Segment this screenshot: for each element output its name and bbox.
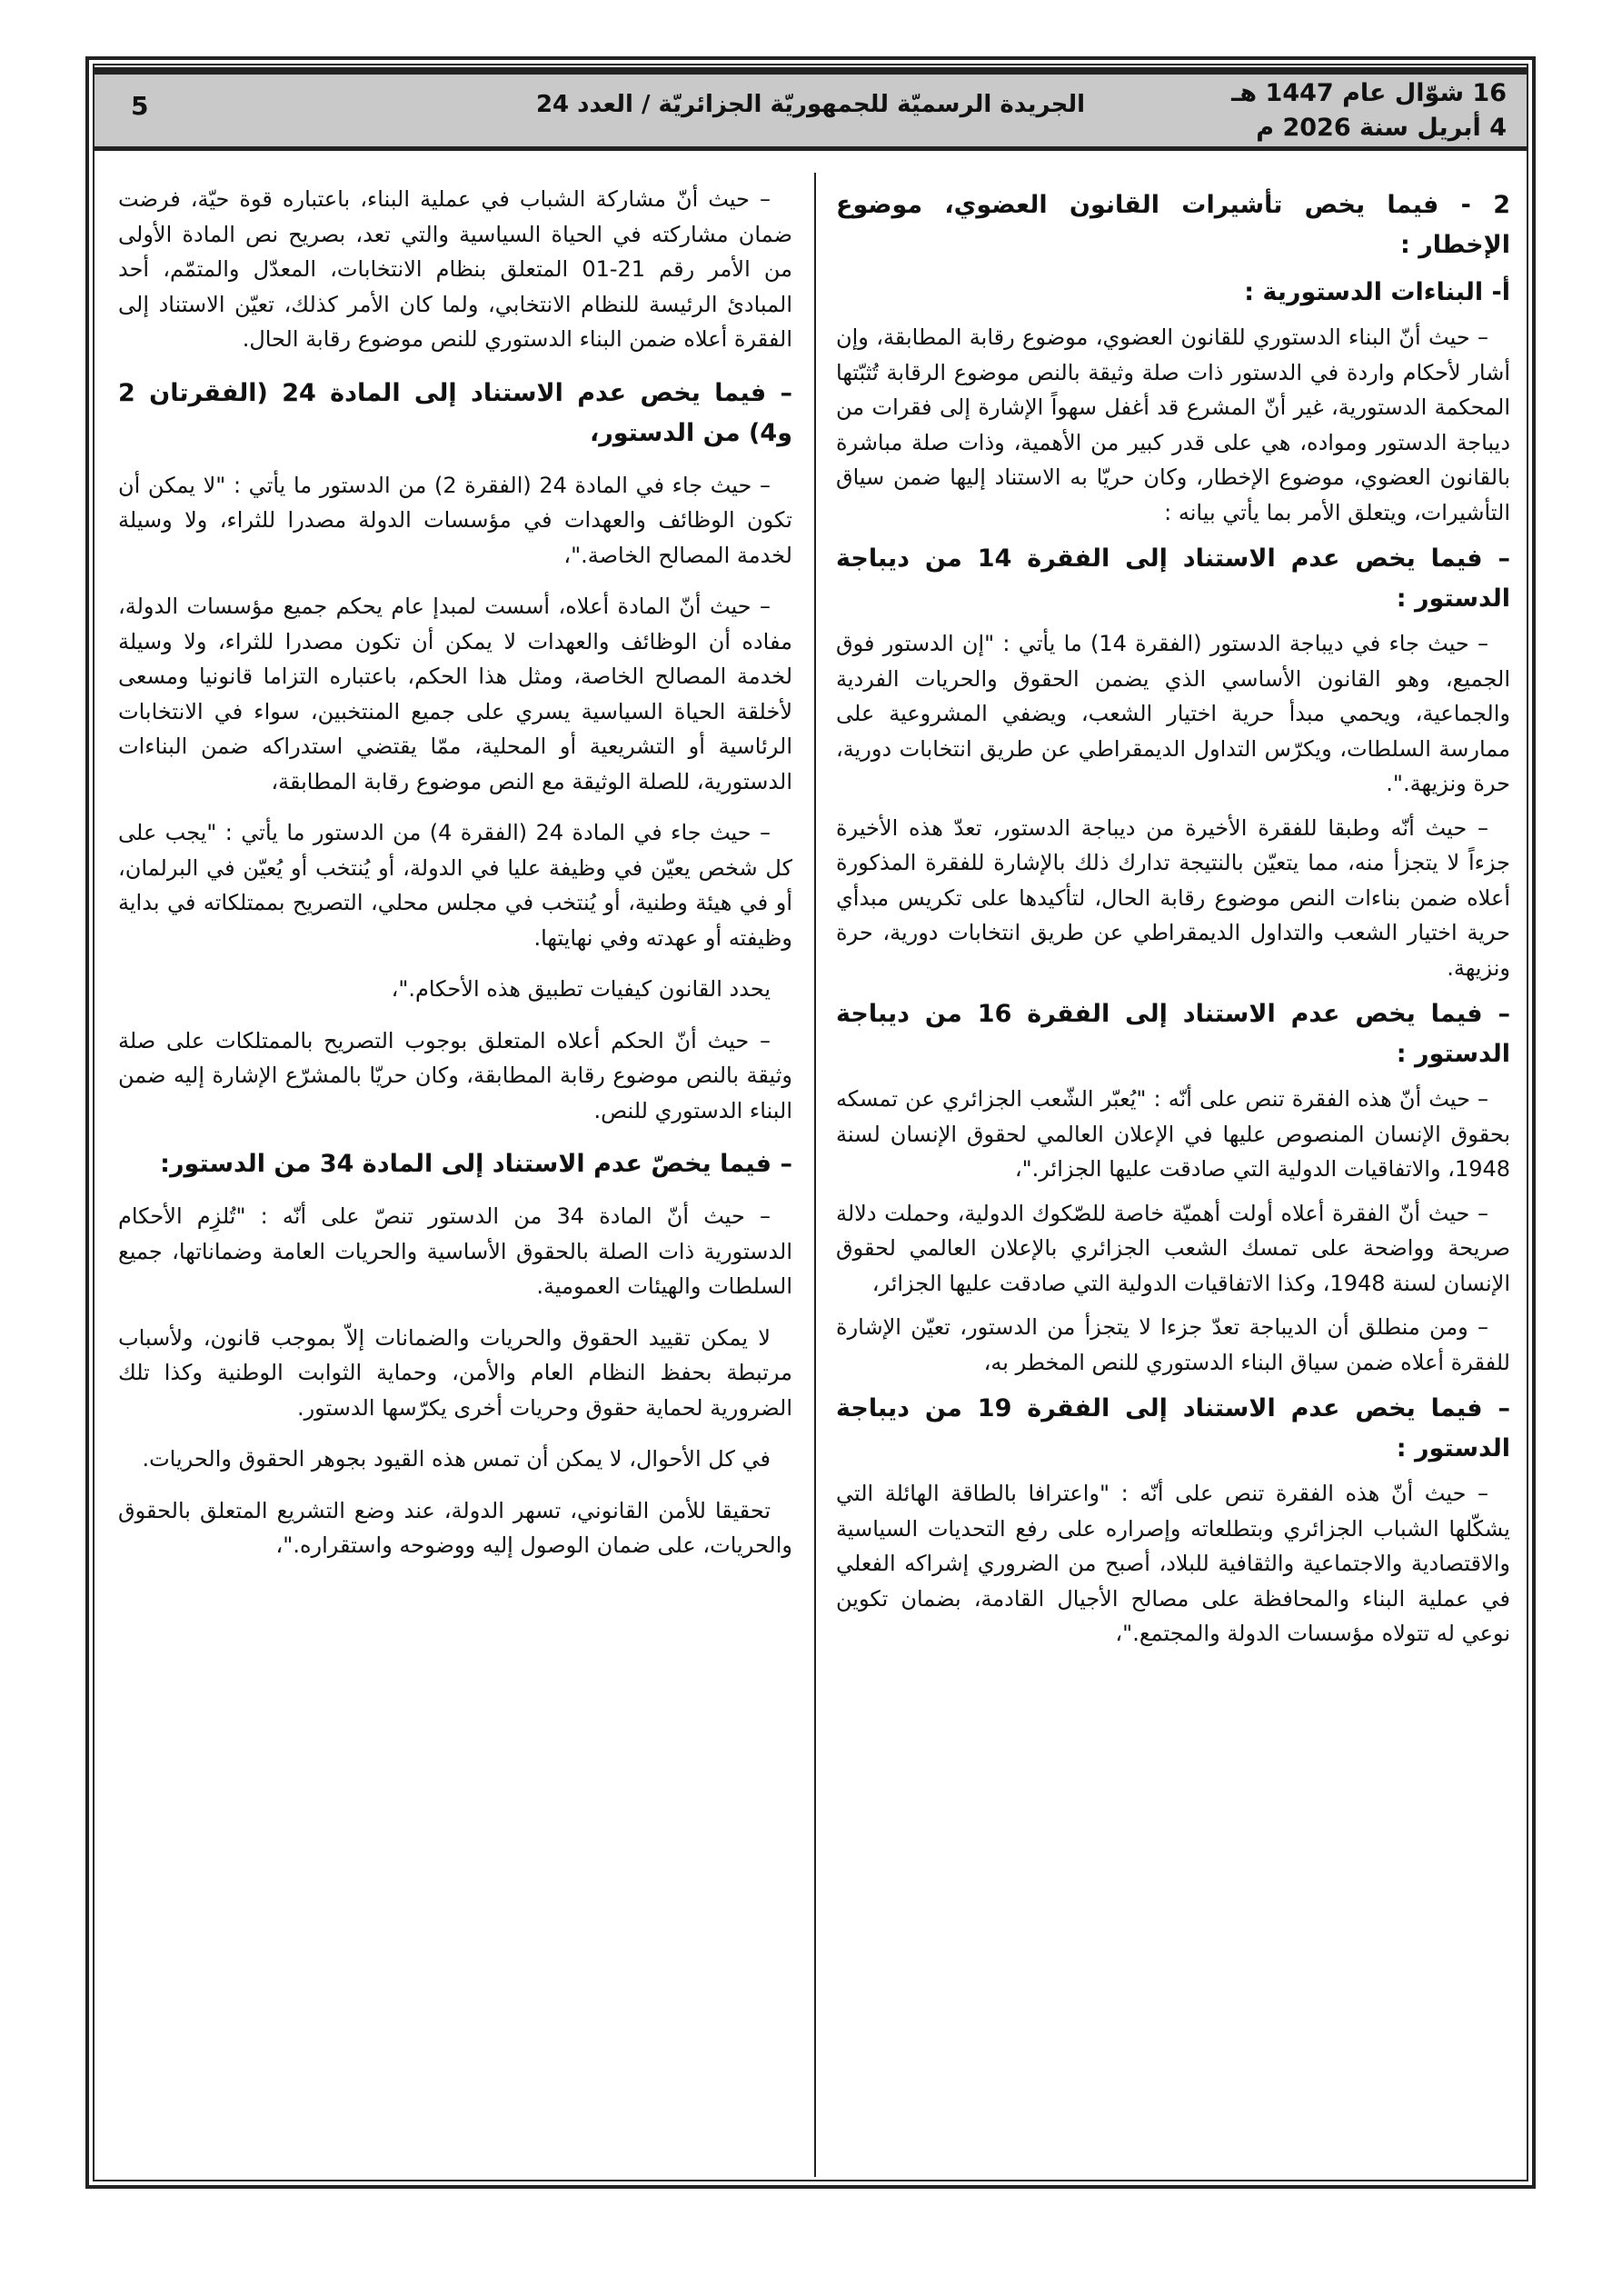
section-heading: أ- البناءات الدستورية : <box>1244 278 1510 306</box>
section-heading: – فيما يخص عدم الاستناد إلى الفقرة 16 من ديباجة الدستور : <box>836 1000 1510 1068</box>
right-column <box>836 182 1510 2172</box>
paragraph: – حيث أنّ هذه الفقرة تنص على أنّه : "واعترافا بالطاقة الهائلة التي يشكّلها الشباب الجزائري وبتطلعاته وإصراره على رفع التحديات السياسية والاقتصادية والاجتماعية والثقافية للبلاد، أصبح من الضروري إشراكه الفعلي في عملية البناء والمحافظة على مصالح الأجيال القادمة، بضمان تكوين نوعي له تتولاه مؤسسات الدولة والمجتمع."، <box>836 1481 1510 1646</box>
gazette-header <box>95 67 1527 151</box>
paragraph: – حيث أنّ الحكم أعلاه المتعلق بوجوب التصريح بالممتلكات على صلة وثيقة بالنص موضوع رقابة المطابقة، وكان حريّا بالمشرّع الإشارة إليه ضمن البناء الدستوري للنص. <box>118 1027 792 1123</box>
paragraph: – حيث جاء في ديباجة الدستور (الفقرة 14) ما يأتي : "إن الدستور فوق الجميع، وهو القانون الأساسي الذي يضمن الحقوق والحريات الفردية والجماعية، ويحمي مبدأ حرية اختيار الشعب، ويضفي المشروعية على ممارسة السلطات، ويكرّس التداول الديمقراطي عن طريق انتخابات دورية، حرة ونزيهة.". <box>836 631 1510 796</box>
section-heading: – فيما يخص عدم الاستناد إلى الفقرة 19 من ديباجة الدستور : <box>836 1394 1510 1462</box>
paragraph: تحقيقا للأمن القانوني، تسهر الدولة، عند وضع التشريع المتعلق بالحقوق والحريات، على ضمان الوصول إليه ووضوحه واستقراره."، <box>118 1497 792 1558</box>
paragraph: – حيث أنّ مشاركة الشباب في عملية البناء، باعتباره قوة حيّة، فرضت ضمان مشاركته في الحياة السياسية والتي تعد، بصريح نص المادة الأولى من الأمر رقم 21-01 المتعلق بنظام الانتخابات، المعدّل والمتمّم، أحد المبادئ الرئيسة للنظام الانتخابي، ولما كان الأمر كذلك، تعيّن الاستناد إلى الفقرة أعلاه ضمن البناء الدستوري للنص موضوع رقابة الحال. <box>118 186 792 352</box>
paragraph: – حيث أنّ هذه الفقرة تنص على أنّه : "يُعبّر الشّعب الجزائري عن تمسكه بحقوق الإنسان المنصوص عليها في الإعلان العالمي لحقوق الإنسان لسنة 1948، والاتفاقيات الدولية التي صادقت عليها الجزائر."، <box>836 1086 1510 1182</box>
gazette-title: الجريدة الرسميّة للجمهوريّة الجزائريّة / العدد 24 <box>535 91 1086 118</box>
paragraph: – حيث أنّ الفقرة أعلاه أولت أهميّة خاصة للصّكوك الدولية، وحملت دلالة صريحة وواضحة على تمسك الشعب الجزائري بالإعلان العالمي لحقوق الإنسان لسنة 1948، وكذا الاتفاقيات الدولية التي صادقت عليها الجزائر، <box>836 1200 1510 1296</box>
date-hijri: 16 شوّال عام 1447 هـ <box>1231 79 1507 107</box>
paragraph: – حيث أنّه وطبقا للفقرة الأخيرة من ديباجة الدستور، تعدّ هذه الأخيرة جزءاً لا يتجزأ منه، مما يتعيّن بالنتيجة تدارك ذلك بالإشارة للفقرة المذكورة أعلاه ضمن بناءات النص موضوع رقابة الحال، لتأكيدها على تكريس مبدأي حرية اختيار الشعب والتداول الديمقراطي عن طريق انتخابات دورية، حرة ونزيهة. <box>836 814 1510 981</box>
page-number: 5 <box>131 91 149 121</box>
paragraph: – حيث أنّ المادة أعلاه، أسست لمبدإ عام يحكم جميع مؤسسات الدولة، مفاده أن الوظائف والعهدات لا يمكن أن تكون مصدرا للثراء، ولا وسيلة لخدمة المصالح الخاصة، ومثل هذا الحكم، باعتباره التزاما قانونيا ومسعى لأخلقة الحياة السياسية يسري على جميع المنتخبين، سواء في الانتخابات الرئاسية أو التشريعية أو المحلية، ممّا يقتضي استدراكه ضمن البناءات الدستورية، للصلة الوثيقة مع النص موضوع رقابة المطابقة، <box>118 594 792 794</box>
paragraph: – حيث جاء في المادة 24 (الفقرة 4) من الدستور ما يأتي : "يجب على كل شخص يعيّن في وظيفة عليا في الدولة، أو يُنتخب أو يُعيّن في البرلمان، أو في هيئة وطنية، أو يُنتخب في مجلس محلي، التصريح بممتلكاته في بداية وظيفته أو عهدته وفي نهايتها. <box>118 820 792 951</box>
paragraph: يحدد القانون كيفيات تطبيق هذه الأحكام."، <box>391 976 771 1002</box>
paragraph: – ومن منطلق أن الديباجة تعدّ جزءا لا يتجزأ من الدستور، تعيّن الإشارة للفقرة أعلاه ضمن سياق البناء الدستوري للنص المخطر به، <box>836 1314 1510 1375</box>
section-heading: – فيما يخص عدم الاستناد إلى الفقرة 14 من ديباجة الدستور : <box>836 544 1510 613</box>
date-gregorian: 4 أبريل سنة 2026 م <box>1256 114 1507 142</box>
left-column <box>118 182 792 2172</box>
paragraph: – حيث أنّ البناء الدستوري للقانون العضوي، موضوع رقابة المطابقة، وإن أشار لأحكام واردة في الدستور ذات صلة وثيقة بالنص موضوع الرقابة تُثبّتها المحكمة الدستورية، غير أنّ المشرع قد أغفل سهواً الإشارة إلى فقرات من ديباجة الدستور ومواده، هي على قدر كبير من الأهمية، وذات صلة مباشرة بالقانون العضوي، موضوع الإخطار، وكان حريّا به الاستناد إليها ضمن سياق التأشيرات، ويتعلق الأمر بما يأتي بيانه : <box>836 324 1510 525</box>
section-heading: – فيما يخص عدم الاستناد إلى المادة 24 (الفقرتان 2 و4) من الدستور، <box>118 378 792 447</box>
section-heading: – فيما يخصّ عدم الاستناد إلى المادة 34 من الدستور: <box>160 1150 792 1178</box>
paragraph: – حيث جاء في المادة 24 (الفقرة 2) من الدستور ما يأتي : "لا يمكن أن تكون الوظائف والعهدات في مؤسسات الدولة مصدرا للثراء، ولا وسيلة لخدمة المصالح الخاصة."، <box>118 472 792 568</box>
section-heading: 2 - فيما يخص تأشيرات القانون العضوي، موضوع الإخطار : <box>836 191 1510 259</box>
column-divider <box>814 173 816 2177</box>
paragraph: في كل الأحوال، لا يمكن أن تمس هذه القيود بجوهر الحقوق والحريات. <box>142 1446 771 1472</box>
paragraph: لا يمكن تقييد الحقوق والحريات والضمانات إلاّ بموجب قانون، ولأسباب مرتبطة بحفظ النظام العام والأمن، وحماية الثوابت الوطنية وكذا تلك الضرورية لحماية حقوق وحريات أخرى يكرّسها الدستور. <box>118 1324 792 1421</box>
paragraph: – حيث أنّ المادة 34 من الدستور تنصّ على أنّه : "تُلزِم الأحكام الدستورية ذات الصلة بالحقوق الأساسية والحريات العامة وضماناتها، جميع السلطات والهيئات العمومية. <box>118 1203 792 1299</box>
